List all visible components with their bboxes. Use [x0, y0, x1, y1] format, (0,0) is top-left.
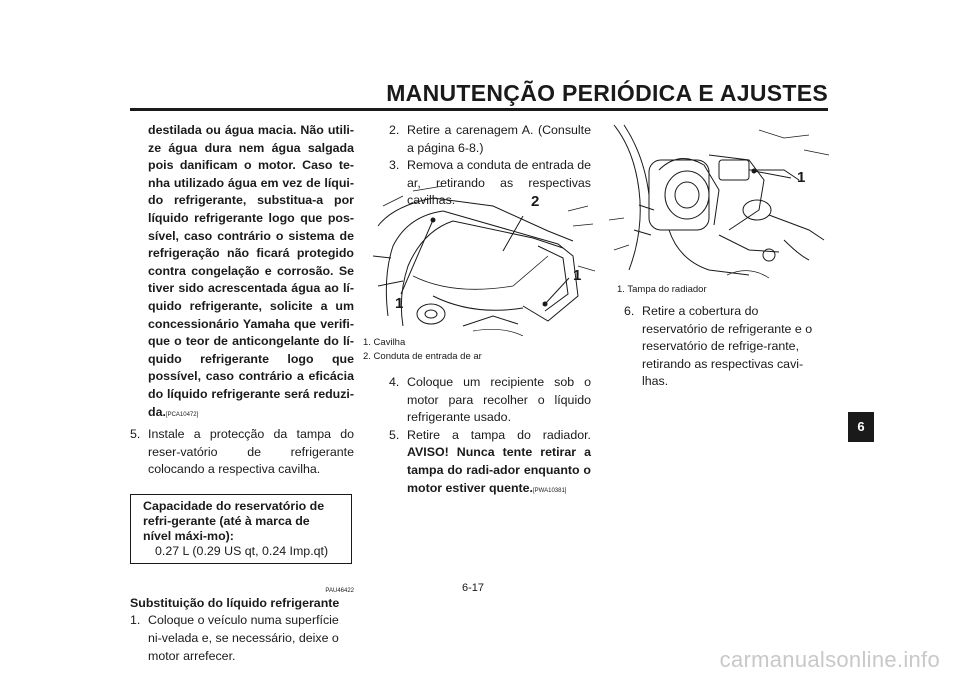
step-text: Coloque o veículo numa superfície ni-velada e, se necessário, deixe o motor arrefecer.	[148, 613, 339, 663]
step-1	[126, 612, 354, 665]
column-middle-bottom	[385, 374, 591, 500]
callout-1-left: 1	[395, 295, 404, 312]
warning-continuation	[148, 122, 354, 424]
column-left	[130, 122, 354, 665]
step-text	[407, 427, 591, 500]
section-title: Substituição do líquido refrigerante	[130, 595, 340, 610]
figure-air-intake-duct	[373, 186, 595, 336]
figure-1-captions	[363, 336, 593, 364]
figure-radiator-cap	[609, 120, 833, 280]
column-right	[620, 303, 826, 391]
step-5-left	[126, 426, 354, 479]
step-text: Coloque um recipiente sob o motor para recolher o líquido refrigerante usado.	[407, 375, 591, 425]
page-title: MANUTENÇÃO PERIÓDICA E AJUSTES	[386, 80, 828, 106]
section-code: PAU46422	[325, 587, 354, 594]
capacity-value: 0.27 L (0.29 US qt, 0.24 Imp.qt)	[155, 543, 329, 558]
step-number: 6.	[624, 304, 635, 318]
title-rule	[130, 108, 828, 111]
warning-label: AVISO!	[407, 445, 449, 460]
caption-conduta: 2. Conduta de entrada de ar	[363, 351, 482, 362]
step-number: 5.	[389, 427, 400, 442]
warning-code: [PCA10472]	[165, 411, 199, 418]
step-number: 5.	[130, 427, 141, 442]
step-text: Remova a conduta de entrada de ar, retirando as respectivas cavilhas.	[407, 158, 591, 208]
step-2	[385, 122, 591, 157]
warning-text: destilada ou água macia. Não utili-ze água dura nem água salgada pois danificam o motor. Caso te-nha utilizado água em vez de líqui-do refrigerante, substitua-a por líquido refrigerante logo que pos-sível, caso contrário o sistema de refrigeração não ficará protegido contra congelação e corrosão. Se tiver sido acrescentada água ao lí-quido refrigerante, solicite a um concessionário Yamaha que verifi-que o teor de anticongelante do lí-quido refrigerante logo que possível, caso contrário a eficácia do líquido refrigerante será reduzi-da.	[148, 123, 354, 419]
callout-1-right: 1	[573, 267, 582, 284]
warning-code: [PWA10381]	[533, 487, 567, 494]
capacity-box	[130, 494, 352, 564]
step-number: 1.	[130, 613, 141, 628]
step-number: 4.	[389, 375, 400, 389]
caption-cavilha: 1. Cavilha	[363, 337, 406, 348]
step-number: 2.	[389, 123, 400, 137]
chapter-tab: 6	[848, 412, 874, 442]
step-number: 3.	[389, 158, 400, 173]
step-text: Retire a cobertura do reservatório de refrigerante e o reservatório de refrige-rante, retirando as respectivas cavi-lhas.	[642, 304, 813, 389]
step-5-text: Retire a tampa do radiador.	[407, 427, 591, 442]
step-text: Retire a carenagem A. (Consulte a página 6-8.)	[407, 123, 591, 155]
caption-tampa: 1. Tampa do radiador	[617, 284, 707, 295]
step-6	[620, 303, 826, 391]
warning-text: Nunca tente retirar a tampa do radi-ador enquanto o motor estiver quente.	[407, 445, 591, 495]
figure-2-captions	[617, 283, 827, 297]
step-text: Instale a protecção da tampa do reser-vatório de refrigerante colocando a respectiva cavilha.	[148, 427, 354, 477]
step-5	[385, 427, 591, 500]
callout-1-cap: 1	[797, 169, 806, 186]
watermark: carmanualsonline.info	[719, 647, 940, 672]
step-4	[385, 374, 591, 427]
capacity-label: Capacidade do reservatório de refri-gerante (até à marca de nível máxi-mo):	[143, 498, 325, 543]
page-number: 6-17	[462, 582, 485, 594]
callout-2: 2	[531, 193, 540, 210]
